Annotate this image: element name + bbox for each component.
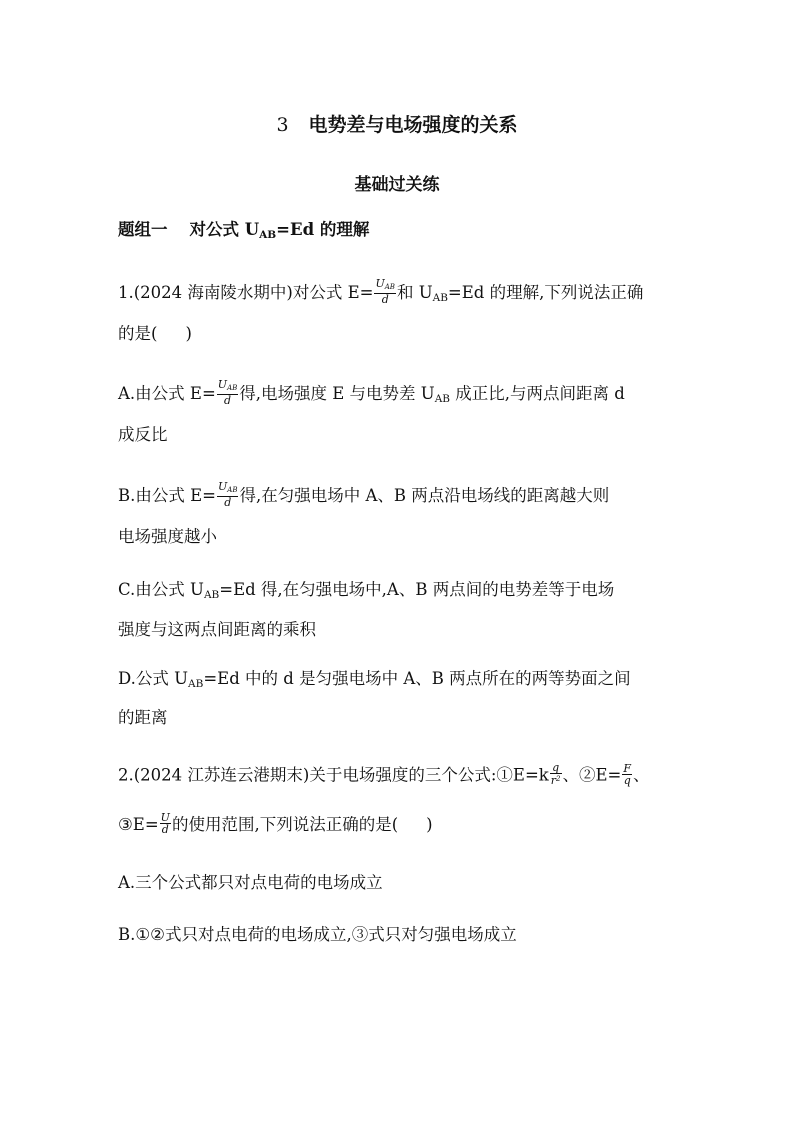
q1-option-d-line1 bbox=[118, 668, 631, 695]
q2-fraction-3 bbox=[160, 812, 171, 835]
q2-text-b: 、②E= bbox=[562, 765, 622, 785]
q1-option-b-line2: 电场强度越小 bbox=[118, 527, 217, 546]
frac-num-sub: AB bbox=[227, 486, 238, 494]
q1-text-a: 1.(2024 海南陵水期中)对公式 E= bbox=[118, 283, 374, 302]
frac-num: U bbox=[217, 378, 228, 391]
frac-num: U bbox=[375, 277, 385, 290]
q2-option-b: B.①②式只对点电荷的电场成立,③式只对匀强电场成立 bbox=[118, 925, 517, 944]
frac2-den: q bbox=[623, 773, 631, 787]
frac1-num: q bbox=[552, 761, 560, 774]
group-title-post: =Ed 的理解 bbox=[276, 220, 370, 239]
option-a-fraction bbox=[217, 379, 238, 406]
q2-stem-line2 bbox=[118, 811, 433, 837]
option-d-text-a: D.公式 U bbox=[118, 669, 189, 688]
group-heading bbox=[118, 219, 369, 246]
q1-fraction bbox=[374, 278, 395, 305]
group-title-sub: AB bbox=[259, 229, 277, 241]
q1-option-a-line2: 成反比 bbox=[118, 425, 168, 444]
frac-den: d bbox=[374, 293, 395, 305]
q2-fraction-1 bbox=[550, 762, 562, 786]
q2-option-a: A.三个公式都只对点电荷的电场成立 bbox=[118, 873, 383, 892]
frac3-num: U bbox=[160, 811, 170, 824]
page-title bbox=[0, 110, 794, 137]
q2-stem-line1 bbox=[118, 761, 650, 788]
q2-text-c: 、 bbox=[633, 765, 650, 785]
option-b-text-b: 得,在匀强电场中 A、B 两点沿电场线的距离越大则 bbox=[239, 486, 610, 505]
group-title-pre: 对公式 U bbox=[189, 220, 260, 239]
option-b-fraction bbox=[217, 481, 238, 508]
frac3-den: d bbox=[160, 823, 171, 835]
q2-text-d: ③E= bbox=[118, 815, 159, 834]
frac1-den: r bbox=[550, 774, 557, 787]
frac2-num: F bbox=[623, 761, 632, 775]
group-label: 题组一 bbox=[118, 220, 168, 239]
q2-text-a: 2.(2024 江苏连云港期末)关于电场强度的三个公式:①E=k bbox=[118, 765, 549, 785]
q1-text-b-sub: AB bbox=[432, 292, 448, 304]
q1-option-b-line1 bbox=[118, 480, 610, 510]
option-b-text-a: B.由公式 E= bbox=[118, 486, 216, 505]
section-number: 3 bbox=[276, 114, 289, 136]
option-a-sub: AB bbox=[434, 393, 451, 405]
q2-fraction-2 bbox=[622, 763, 632, 786]
section-title: 电势差与电场强度的关系 bbox=[308, 114, 518, 136]
option-c-text-b: =Ed 得,在匀强电场中,A、B 两点间的电势差等于电场 bbox=[219, 580, 615, 599]
q2-text-f: ) bbox=[426, 815, 433, 834]
q1-option-c-line2: 强度与这两点间距离的乘积 bbox=[118, 620, 316, 639]
q2-text-e: 的使用范围,下列说法正确的是( bbox=[171, 815, 399, 834]
option-a-text-b: 得,电场强度 E 与电势差 U bbox=[239, 384, 435, 403]
section-subtitle: 基础过关练 bbox=[354, 175, 440, 195]
q1-stem-line2 bbox=[118, 323, 192, 345]
option-c-sub: AB bbox=[203, 589, 220, 601]
option-a-text-c: 成正比,与两点间距离 d bbox=[450, 384, 625, 403]
frac-den: d bbox=[217, 394, 238, 406]
option-a-text-a: A.由公式 E= bbox=[118, 384, 216, 403]
q1-text-c: =Ed 的理解,下列说法正确 bbox=[447, 283, 644, 302]
q1-option-d-line2: 的距离 bbox=[118, 708, 168, 727]
option-c-text-a: C.由公式 U bbox=[118, 580, 204, 599]
frac1-den-sup: 2 bbox=[556, 775, 561, 783]
frac-num-sub: AB bbox=[227, 384, 238, 392]
q1-text-e: ) bbox=[185, 324, 192, 343]
frac-num-sub: AB bbox=[384, 283, 395, 291]
q1-text-d: 的是( bbox=[118, 324, 158, 343]
q1-option-a-line1 bbox=[118, 378, 625, 410]
option-d-text-b: =Ed 中的 d 是匀强电场中 A、B 两点所在的两等势面之间 bbox=[203, 669, 631, 688]
frac-num: U bbox=[218, 480, 228, 493]
option-d-sub: AB bbox=[188, 678, 204, 690]
q1-option-c-line1 bbox=[118, 579, 614, 606]
frac-den: d bbox=[217, 496, 238, 508]
q1-stem-line1 bbox=[118, 277, 644, 309]
q1-text-b: 和 U bbox=[396, 283, 433, 302]
